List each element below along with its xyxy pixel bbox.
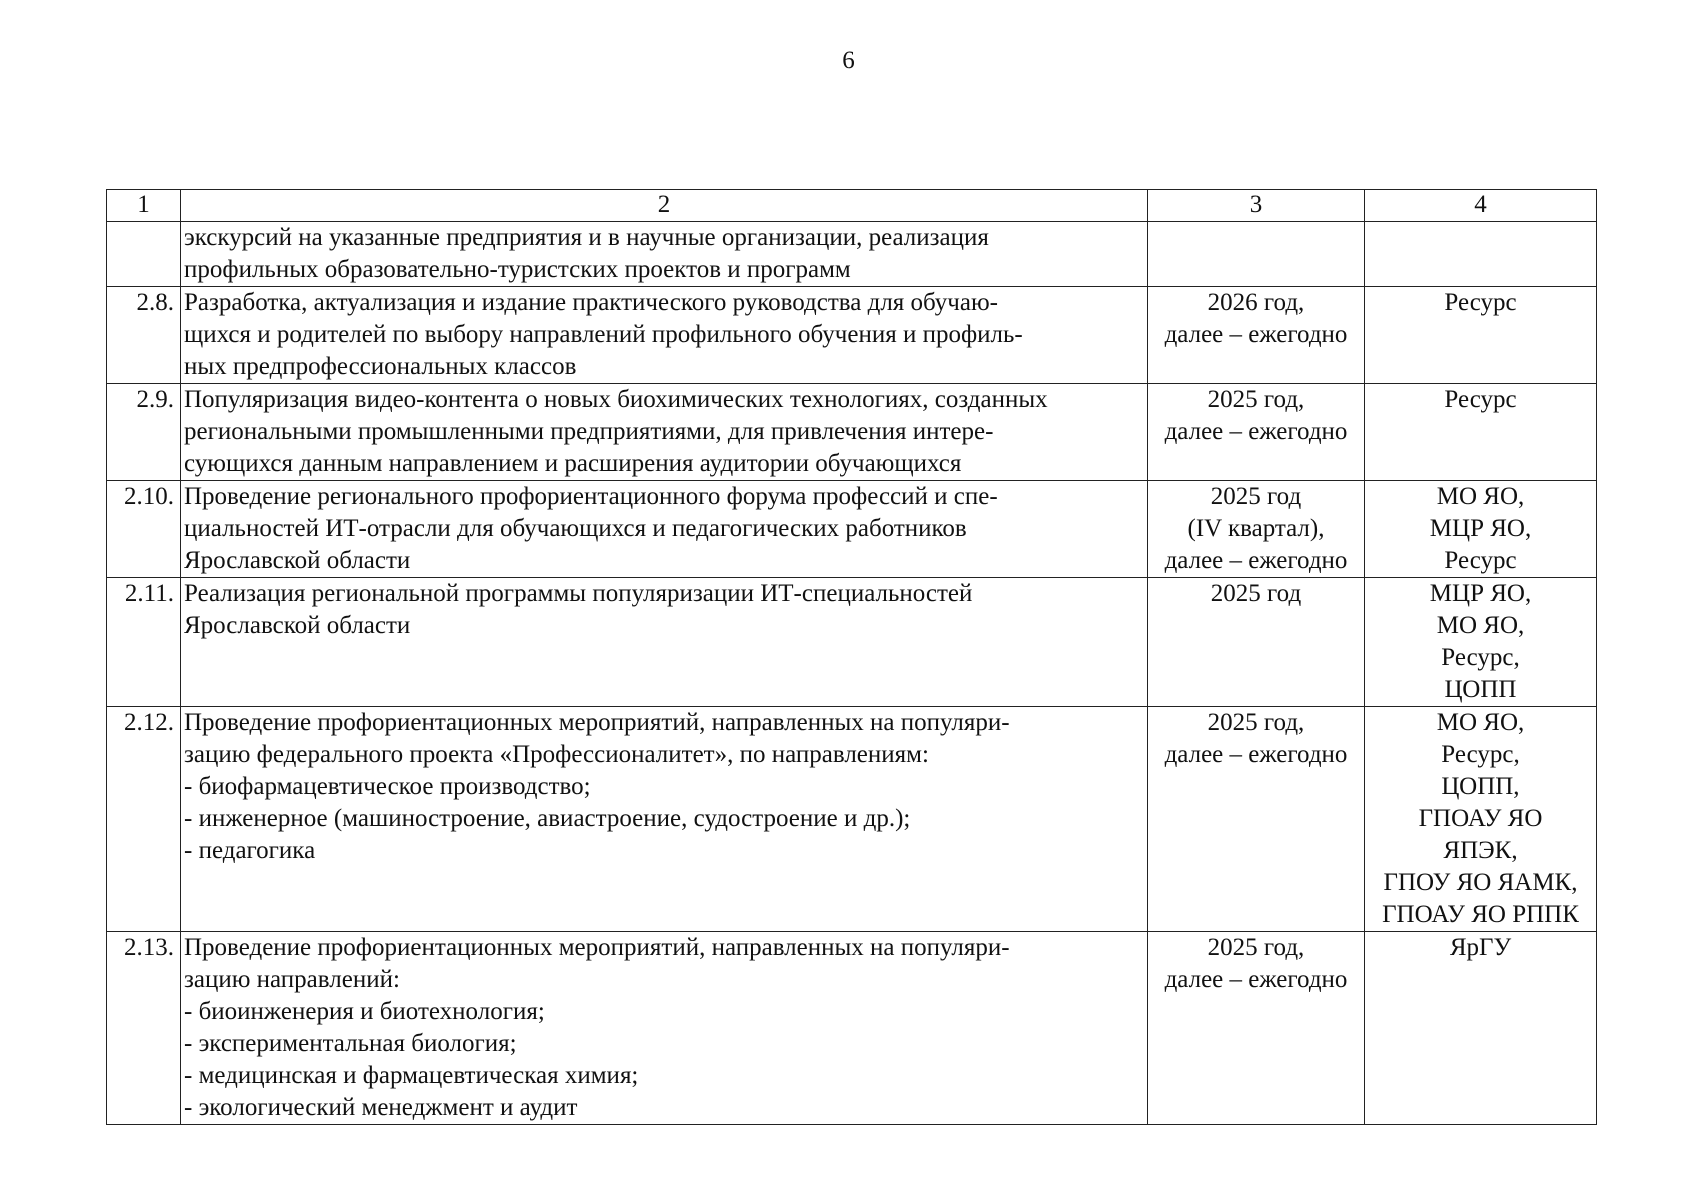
cell-line: - экологический менеджмент и аудит (184, 1094, 578, 1121)
plan-table (106, 189, 1597, 1125)
table-header-row (107, 190, 1597, 222)
cell-line: 2025 год, (1207, 934, 1305, 961)
cell-line: Ресурс, (1441, 644, 1520, 671)
executor-cell (1365, 222, 1597, 287)
cell-line: далее – ежегодно (1164, 321, 1348, 348)
cell-line: МЦР ЯО, (1429, 515, 1532, 542)
cell-line: 2026 год, (1207, 289, 1305, 316)
deadline-cell (1148, 932, 1365, 1125)
cell-line: ГПОУ ЯО ЯАМК, (1383, 869, 1578, 896)
row-number-cell: 2.10. (107, 481, 181, 578)
cell-line: ЯрГУ (1449, 934, 1512, 961)
cell-line: - биоинженерия и биотехнология; (184, 998, 545, 1025)
cell-line: ЦОПП (1444, 676, 1517, 703)
cell-line: Проведение регионального профориентационного форума профессий и спе- (184, 483, 998, 510)
cell-line: Проведение профориентационных мероприятий, направленных на популяри- (184, 709, 1010, 736)
cell-line: 2025 год (1210, 483, 1302, 510)
cell-line: региональными промышленными предприятиями, для привлечения интере- (184, 418, 994, 445)
cell-line: Проведение профориентационных мероприятий, направленных на популяри- (184, 934, 1010, 961)
cell-line: далее – ежегодно (1164, 741, 1348, 768)
cell-line: Ресурс (1444, 386, 1517, 413)
activity-cell (181, 222, 1148, 287)
executor-cell (1365, 932, 1597, 1125)
cell-line: - экспериментальная биология; (184, 1030, 517, 1057)
executor-cell (1365, 578, 1597, 707)
table-row (107, 222, 1597, 287)
cell-line: далее – ежегодно (1164, 966, 1348, 993)
cell-line: щихся и родителей по выбору направлений профильного обучения и профиль- (184, 321, 1023, 348)
cell-line: МО ЯО, (1436, 612, 1525, 639)
cell-line: Ярославской области (184, 612, 411, 639)
cell-line: МО ЯО, (1436, 483, 1525, 510)
cell-line: Реализация региональной программы популяризации ИТ-специальностей (184, 580, 973, 607)
deadline-cell (1148, 222, 1365, 287)
cell-line: далее – ежегодно (1164, 547, 1348, 574)
cell-line: далее – ежегодно (1164, 418, 1348, 445)
cell-line: ных предпрофессиональных классов (184, 353, 577, 380)
deadline-cell (1148, 481, 1365, 578)
cell-line: ГПОАУ ЯО (1418, 805, 1543, 832)
activity-cell (181, 287, 1148, 384)
cell-line: (IV квартал), (1187, 515, 1325, 542)
column-header: 3 (1148, 190, 1365, 222)
activity-cell (181, 578, 1148, 707)
cell-line: Популяризация видео-контента о новых биохимических технологиях, созданных (184, 386, 1048, 413)
cell-line: зацию направлений: (184, 966, 400, 993)
cell-line: экскурсий на указанные предприятия и в научные организации, реализация (184, 224, 989, 251)
row-number-cell (107, 222, 181, 287)
row-number-cell: 2.12. (107, 707, 181, 932)
cell-line: Ярославской области (184, 547, 411, 574)
row-number-cell: 2.13. (107, 932, 181, 1125)
column-header: 4 (1365, 190, 1597, 222)
executor-cell (1365, 384, 1597, 481)
table-row (107, 578, 1597, 707)
table-row (107, 932, 1597, 1125)
cell-line: Ресурс (1444, 547, 1517, 574)
activity-cell (181, 707, 1148, 932)
cell-line: циальностей ИТ-отрасли для обучающихся и педагогических работников (184, 515, 967, 542)
cell-line: сующихся данным направлением и расширения аудитории обучающихся (184, 450, 962, 477)
deadline-cell (1148, 287, 1365, 384)
row-number-cell: 2.9. (107, 384, 181, 481)
cell-line: ЦОПП, (1441, 773, 1520, 800)
cell-line: Разработка, актуализация и издание практического руководства для обучаю- (184, 289, 998, 316)
cell-line: Ресурс (1444, 289, 1517, 316)
cell-line: зацию федерального проекта «Профессионалитет», по направлениям: (184, 741, 929, 768)
row-number-cell: 2.8. (107, 287, 181, 384)
cell-line: ГПОАУ ЯО РППК (1382, 901, 1579, 928)
executor-cell (1365, 707, 1597, 932)
cell-line: - педагогика (184, 837, 316, 864)
table-row (107, 287, 1597, 384)
cell-line: МЦР ЯО, (1429, 580, 1532, 607)
column-header: 2 (181, 190, 1148, 222)
deadline-cell (1148, 578, 1365, 707)
cell-line: Ресурс, (1441, 741, 1520, 768)
activity-cell (181, 932, 1148, 1125)
cell-line: 2025 год (1210, 580, 1302, 607)
cell-line: профильных образовательно-туристских проектов и программ (184, 256, 851, 283)
cell-line: МО ЯО, (1436, 709, 1525, 736)
deadline-cell (1148, 384, 1365, 481)
table-row (107, 481, 1597, 578)
activity-cell (181, 384, 1148, 481)
table-row (107, 384, 1597, 481)
row-number-cell: 2.11. (107, 578, 181, 707)
deadline-cell (1148, 707, 1365, 932)
activity-cell (181, 481, 1148, 578)
page-number: 6 (842, 47, 855, 74)
cell-line: 2025 год, (1207, 709, 1305, 736)
cell-line: ЯПЭК, (1443, 837, 1518, 864)
cell-line: - биофармацевтическое производство; (184, 773, 591, 800)
executor-cell (1365, 287, 1597, 384)
cell-line: - медицинская и фармацевтическая химия; (184, 1062, 639, 1089)
cell-line: - инженерное (машиностроение, авиастроение, судостроение и др.); (184, 805, 911, 832)
table-row (107, 707, 1597, 932)
cell-line: 2025 год, (1207, 386, 1305, 413)
executor-cell (1365, 481, 1597, 578)
column-header: 1 (107, 190, 181, 222)
